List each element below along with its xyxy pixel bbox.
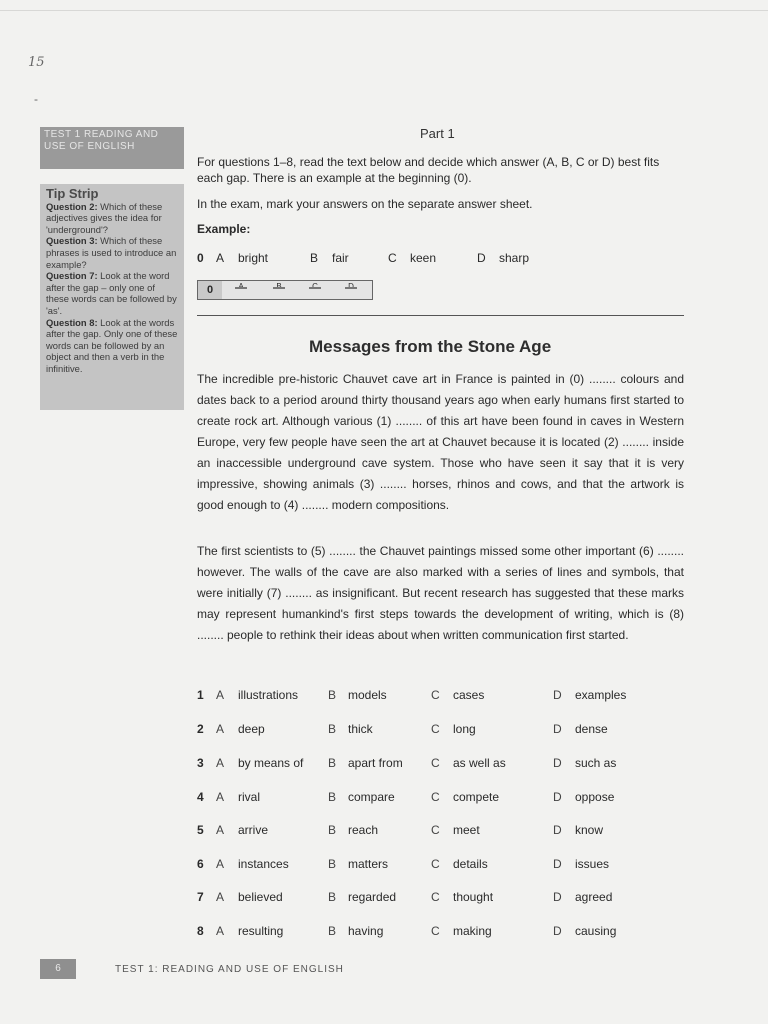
instructions: For questions 1–8, read the text below and decide which answer (A, B, C or D) best fits each gap. There is an example at the beginning (0). bbox=[197, 155, 660, 185]
option-c: long bbox=[453, 722, 476, 736]
option-d: causing bbox=[575, 924, 617, 938]
exam-note: In the exam, mark your answers on the separate answer sheet. bbox=[197, 197, 533, 211]
option-letter: D bbox=[553, 890, 562, 904]
option-d: oppose bbox=[575, 790, 615, 804]
option-letter: C bbox=[431, 688, 440, 702]
option-letter: C bbox=[388, 251, 397, 265]
option-a: by means of bbox=[238, 756, 304, 770]
option-b: regarded bbox=[348, 890, 397, 904]
option-a: illustrations bbox=[238, 688, 299, 702]
option-a: rival bbox=[238, 790, 261, 804]
answer-sheet-sample bbox=[197, 280, 373, 300]
passage-paragraph-1: The incredible pre-historic Chauvet cave art in France is painted in (0) ........ colours and dates back to a period around thirty thousand years ago when early humans first started to create rock art. Although various (1) ........ of this art have been found in caves in Western Europe, very few people have seen the art at Chauvet because it is located (2) ........ inside an inaccessible underground cave system. Those who have seen it say that it is very impressive, showing animals (3) ........ horses, rhinos and cows, and that the artwork is good enough to (4) ........ modern compositions. bbox=[197, 372, 684, 512]
question-row-3 bbox=[197, 756, 677, 776]
option-letter: A bbox=[216, 251, 225, 265]
option-letter: B bbox=[310, 251, 319, 265]
option-letter: D bbox=[477, 251, 486, 265]
question-number: 1 bbox=[197, 688, 204, 702]
answer-sheet-number: 0 bbox=[198, 281, 222, 299]
option-letter: B bbox=[328, 688, 337, 702]
option-letter: D bbox=[553, 756, 562, 770]
option-a: believed bbox=[238, 890, 283, 904]
option-letter: B bbox=[328, 790, 337, 804]
option-letter: A bbox=[216, 756, 225, 770]
option-letter: A bbox=[216, 688, 225, 702]
question-number: 8 bbox=[197, 924, 204, 938]
part-title: Part 1 bbox=[420, 126, 455, 141]
option-c: thought bbox=[453, 890, 494, 904]
option-letter: D bbox=[553, 790, 562, 804]
tip-question-7 bbox=[46, 270, 178, 316]
option-a: deep bbox=[238, 722, 265, 736]
option-letter: D bbox=[553, 823, 562, 837]
option-d: examples bbox=[575, 688, 627, 702]
option-letter: B bbox=[328, 890, 337, 904]
question-row-2 bbox=[197, 722, 677, 742]
option-letter: A bbox=[216, 924, 225, 938]
option-letter: B bbox=[328, 857, 337, 871]
option-d: such as bbox=[575, 756, 617, 770]
handwritten-mark: 15 bbox=[28, 55, 45, 70]
answer-bubble-d bbox=[342, 282, 360, 291]
question-number: 4 bbox=[197, 790, 204, 804]
scan-top-edge bbox=[0, 10, 768, 11]
tip-text: Which of these adjectives gives the idea for 'underground'? bbox=[46, 200, 163, 235]
option-letter: C bbox=[431, 790, 440, 804]
option-c: cases bbox=[453, 688, 485, 702]
tip-label: Question 7: bbox=[46, 270, 98, 282]
option-b: reach bbox=[348, 823, 379, 837]
example-number: 0 bbox=[197, 251, 204, 265]
option-c: details bbox=[453, 857, 488, 871]
tip-text: Which of these phrases is used to introduce an example? bbox=[46, 235, 177, 270]
tip-text: Look at the word after the gap – only one of these words can be followed by 'as'. bbox=[46, 270, 177, 316]
tip-text: Look at the words after the gap. Only one of these words can be followed by an object and then a verb in the infinitive. bbox=[46, 316, 178, 374]
tip-strip-title: Tip Strip bbox=[46, 186, 99, 201]
passage-paragraph-2: The first scientists to (5) ........ the Chauvet paintings missed some other important (6) ........ however. The walls of the cave are also marked with a series of lines and symbols, that were initially (7) ........ as insignificant. But recent research has suggested that these marks may represent humankind's first steps towards the development of writing, which is (8) ........ people to rethink their ideas about when written communication first started. bbox=[197, 544, 684, 642]
example-option-d: sharp bbox=[499, 251, 530, 265]
tip-label: Question 3: bbox=[46, 235, 98, 247]
example-option-b: fair bbox=[332, 251, 349, 265]
option-d: issues bbox=[575, 857, 610, 871]
bubble-mark bbox=[309, 287, 321, 289]
question-row-1 bbox=[197, 688, 677, 708]
option-letter: A bbox=[216, 722, 225, 736]
bubble-mark bbox=[345, 287, 357, 289]
tip-question-2 bbox=[46, 201, 178, 236]
option-a: instances bbox=[238, 857, 289, 871]
tip-label: Question 8: bbox=[46, 316, 98, 328]
option-a: resulting bbox=[238, 924, 284, 938]
pen-mark: - bbox=[34, 92, 38, 106]
option-c: compete bbox=[453, 790, 500, 804]
option-letter: C bbox=[431, 823, 440, 837]
option-d: dense bbox=[575, 722, 608, 736]
option-letter: B bbox=[328, 924, 337, 938]
option-b: apart from bbox=[348, 756, 403, 770]
question-row-5 bbox=[197, 823, 677, 843]
passage-title: Messages from the Stone Age bbox=[309, 337, 552, 356]
option-b: compare bbox=[348, 790, 395, 804]
option-letter: C bbox=[431, 890, 440, 904]
option-letter: A bbox=[216, 857, 225, 871]
option-b: matters bbox=[348, 857, 389, 871]
bubble-label: D bbox=[348, 282, 354, 291]
bubble-label: C bbox=[312, 282, 318, 291]
option-a: arrive bbox=[238, 823, 269, 837]
option-letter: C bbox=[431, 756, 440, 770]
question-number: 3 bbox=[197, 756, 204, 770]
option-letter: D bbox=[553, 924, 562, 938]
option-letter: B bbox=[328, 722, 337, 736]
question-number: 2 bbox=[197, 722, 204, 736]
option-letter: B bbox=[328, 756, 337, 770]
question-row-6 bbox=[197, 857, 677, 877]
question-number: 5 bbox=[197, 823, 204, 837]
sidebar-test-header: TEST 1 READING AND USE OF ENGLISH bbox=[40, 127, 184, 169]
option-letter: C bbox=[431, 924, 440, 938]
question-row-4 bbox=[197, 790, 677, 810]
question-row-8 bbox=[197, 924, 677, 944]
tip-label: Question 2: bbox=[46, 200, 98, 212]
option-letter: D bbox=[553, 722, 562, 736]
example-label: Example: bbox=[197, 222, 251, 236]
question-row-7 bbox=[197, 890, 677, 910]
option-letter: A bbox=[216, 823, 225, 837]
option-letter: C bbox=[431, 722, 440, 736]
question-number: 7 bbox=[197, 890, 204, 904]
option-letter: C bbox=[431, 857, 440, 871]
option-letter: B bbox=[328, 823, 337, 837]
option-c: making bbox=[453, 924, 492, 938]
option-d: know bbox=[575, 823, 604, 837]
answer-bubble-a bbox=[232, 282, 250, 291]
option-b: having bbox=[348, 924, 384, 938]
bubble-mark bbox=[273, 287, 285, 289]
bubble-mark-filled bbox=[235, 287, 247, 289]
option-d: agreed bbox=[575, 890, 613, 904]
answer-bubble-c bbox=[306, 282, 324, 291]
option-letter: A bbox=[216, 890, 225, 904]
example-option-c: keen bbox=[410, 251, 437, 265]
tip-strip bbox=[40, 184, 184, 410]
option-c: meet bbox=[453, 823, 480, 837]
option-letter: D bbox=[553, 688, 562, 702]
bubble-label: B bbox=[276, 282, 282, 291]
tip-question-3 bbox=[46, 235, 178, 270]
section-divider bbox=[197, 315, 684, 316]
tip-question-8 bbox=[46, 317, 178, 375]
option-letter: D bbox=[553, 857, 562, 871]
footer-title: TEST 1: READING AND USE OF ENGLISH bbox=[115, 964, 344, 975]
question-number: 6 bbox=[197, 857, 204, 871]
option-b: models bbox=[348, 688, 387, 702]
option-b: thick bbox=[348, 722, 373, 736]
option-c: as well as bbox=[453, 756, 506, 770]
option-letter: A bbox=[216, 790, 225, 804]
page-number: 6 bbox=[40, 959, 76, 979]
example-option-a: bright bbox=[238, 251, 269, 265]
answer-bubble-b bbox=[270, 282, 288, 291]
